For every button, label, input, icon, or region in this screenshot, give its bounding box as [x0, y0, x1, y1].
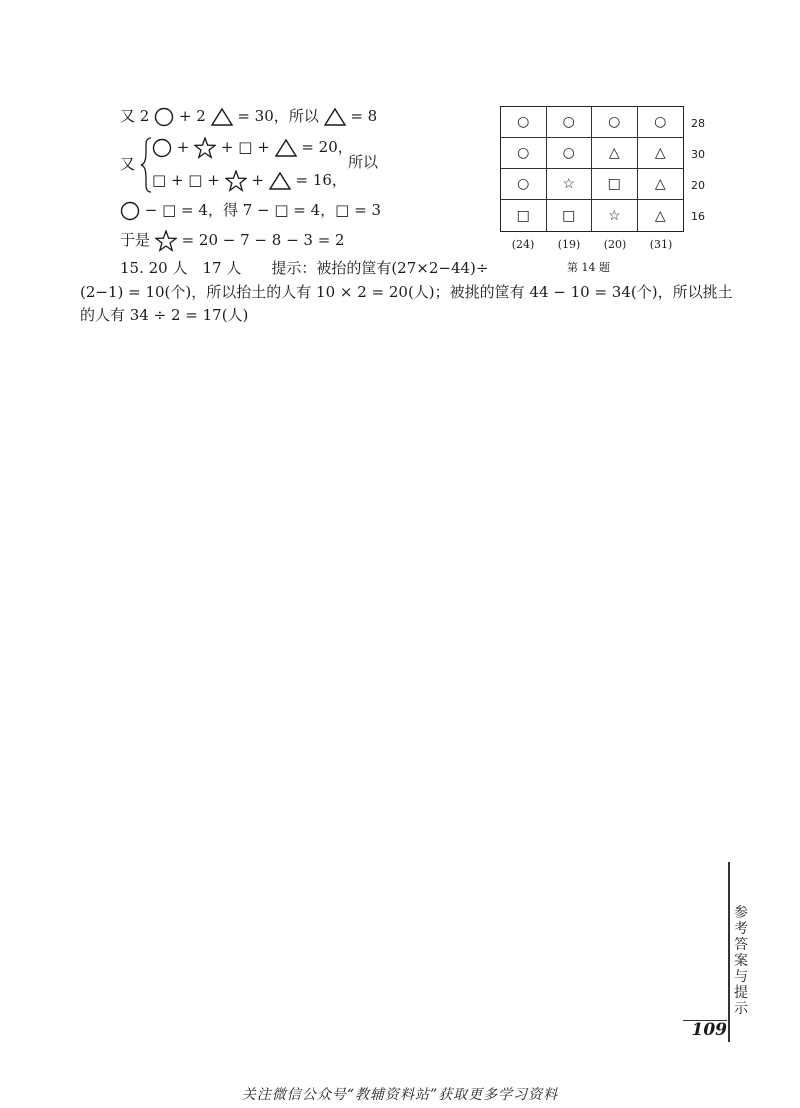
circle-icon	[152, 138, 172, 158]
circle-icon	[154, 107, 174, 127]
column-sum: (19)	[557, 238, 581, 251]
grid-cell: △	[638, 169, 684, 200]
column-sum: (31)	[649, 238, 673, 251]
shape-grid	[500, 106, 684, 232]
grid-cell: △	[638, 138, 684, 169]
grid-cell: □	[592, 169, 638, 200]
row-sum: 28	[691, 117, 705, 130]
left-brace-icon	[140, 137, 152, 193]
row-sum: 30	[691, 148, 705, 161]
equation-line-1: 又 2 + 2 = 30，所以 = 8	[120, 107, 378, 125]
equation-line-4: − □ = 4，得 7 − □ = 4，□ = 3	[120, 200, 381, 221]
row-sum: 16	[691, 210, 705, 223]
equation-line-3: □ + □ + + = 16，	[152, 170, 347, 192]
grid-cell: ○	[547, 107, 593, 138]
system-suffix: 所以	[348, 153, 379, 171]
grid-cell: ○	[592, 107, 638, 138]
grid-cell: ○	[501, 138, 547, 169]
column-sum: (24)	[511, 238, 535, 251]
column-sum: (20)	[603, 238, 627, 251]
problem-15-line-3: 的人有 34 ÷ 2 = 17(人)	[80, 306, 249, 324]
footer-note: 关注微信公众号“教辅资料站”获取更多学习资料	[241, 1087, 559, 1103]
equation-line-5: 于是 = 20 − 7 − 8 − 3 = 2	[120, 230, 345, 252]
grid-cell: ☆	[547, 169, 593, 200]
grid-cell: □	[501, 200, 547, 231]
problem-15-line-2: (2−1) = 10(个)，所以抬土的人有 10 × 2 = 20(人)；被挑的筐有 44 − 10 = 34(个)，所以挑土	[80, 283, 733, 301]
sidebar-divider	[728, 862, 730, 1042]
problem-15-line-1: 15. 20 人 17 人 提示：被抬的筐有(27×2−44)÷	[120, 259, 489, 277]
grid-cell: □	[547, 200, 593, 231]
triangle-icon	[275, 138, 297, 158]
triangle-icon	[324, 107, 346, 127]
system-prefix: 又	[120, 155, 136, 173]
figure-caption: 第 14 题	[567, 261, 610, 274]
page-number: 109	[691, 1020, 727, 1040]
grid-cell: △	[592, 138, 638, 169]
grid-cell: ○	[501, 169, 547, 200]
grid-cell: ○	[501, 107, 547, 138]
equation-line-2: + + □ + = 20，	[152, 137, 353, 159]
star-icon	[194, 137, 216, 159]
grid-cell: ○	[638, 107, 684, 138]
circle-icon	[120, 201, 140, 221]
grid-cell: ☆	[592, 200, 638, 231]
star-icon	[155, 230, 177, 252]
grid-cell: △	[654, 207, 666, 224]
triangle-icon	[211, 107, 233, 127]
star-icon	[225, 170, 247, 192]
sidebar-label: 参考答案与提示	[734, 905, 748, 1017]
triangle-icon	[269, 171, 291, 191]
row-sum: 20	[691, 179, 705, 192]
grid-cell: ○	[547, 138, 593, 169]
